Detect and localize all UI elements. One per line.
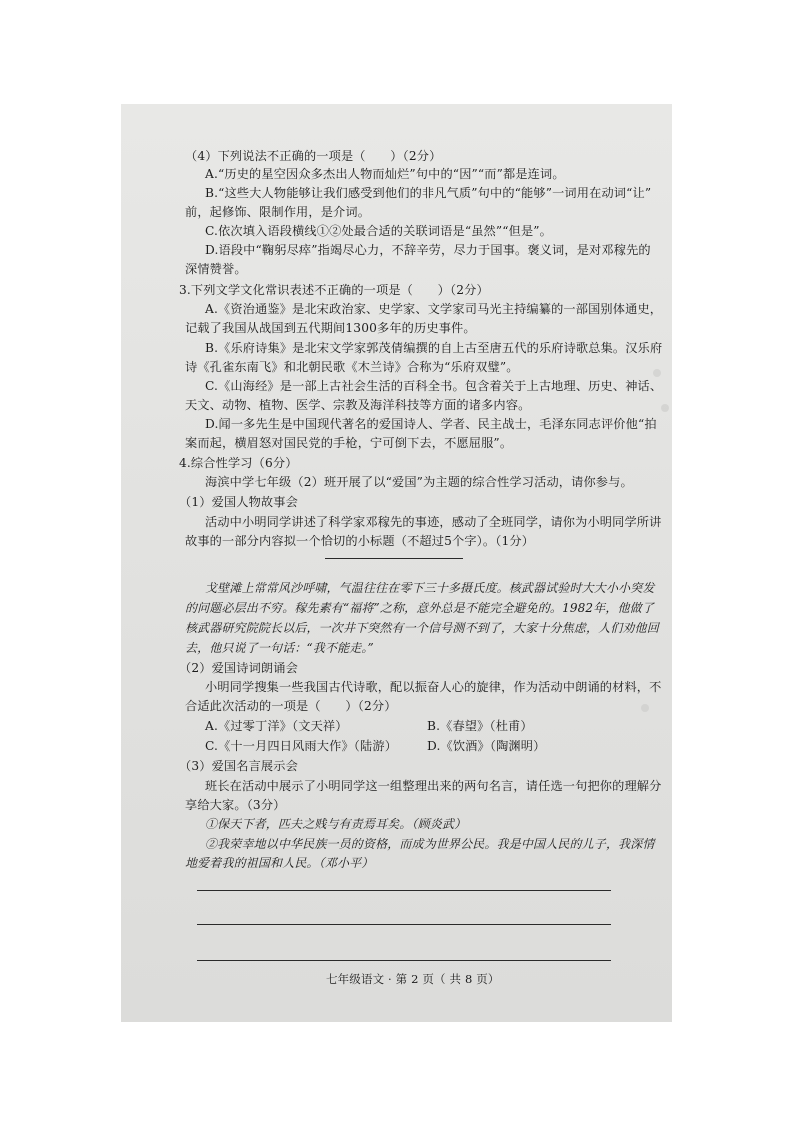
story-line4: 去，他只说了一句话：“我不能走。” [185,641,374,655]
section2-question-line1: 小明同学搜集一些我国古代诗歌，配以振奋人心的旋律，作为活动中朗诵的材料，不 [205,680,662,694]
q3-stem: 3.下列文学文化常识表述不正确的一项是（ ）（2分） [179,283,489,297]
section3-title: （3）爱国名言展示会 [179,759,298,773]
poem-option-a: A.《过零丁洋》（文天祥） [205,719,348,733]
scanned-page [121,104,672,1022]
answer-line-2[interactable] [197,924,611,925]
section2-question-line2: 合适此次活动的一项是（ ）（2分） [185,699,397,713]
quote-2-line1: ②我荣幸地以中华民族一员的资格，而成为世界公民。我是中国人民的儿子，我深情 [205,837,655,851]
q4-option-b-line1: B.“这些大人物能够让我们感受到他们的非凡气质”句中的“能够”一词用在动词“让” [205,186,652,200]
section1-question-line2: 故事的一部分内容拟一个恰切的小标题（不超过5个字）。（1分） [185,534,535,548]
title-answer-blank[interactable] [325,558,463,559]
bleed-through-mark [653,369,661,377]
bleed-through-mark [641,704,649,712]
section3-question-line1: 班长在活动中展示了小明同学这一组整理出来的两句名言，请任选一句把你的理解分 [205,779,662,793]
q3-option-d-line2: 案而起，横眉怒对国民党的手枪，宁可倒下去，不愿屈服”。 [185,436,513,450]
q4b-intro: 海滨中学七年级（2）班开展了以“爱国”为主题的综合性学习活动，请你参与。 [205,475,633,489]
answer-line-3[interactable] [197,960,611,961]
q4-option-d-line1: D.语段中“鞠躬尽瘁”指竭尽心力，不辞辛劳，尽力于国事。褒义词，是对邓稼先的 [205,243,651,257]
q3-option-b-line1: B.《乐府诗集》是北宋文学家郭茂倩编撰的自上古至唐五代的乐府诗歌总集。汉乐府 [205,341,663,355]
q3-option-a-line2: 记载了我国从战国到五代期间1300多年的历史事件。 [185,321,476,335]
story-line3: 核武器研究院院长以后，一次井下突然有一个信号测不到了，大家十分焦虑，人们劝他回 [185,621,659,635]
q4-option-c: C.依次填入语段横线①②处最合适的关联词语是“虽然”“但是”。 [205,224,553,238]
section1-title: （1）爱国人物故事会 [179,495,298,509]
bleed-through-mark [661,404,669,412]
q4-option-a: A.“历史的星空因众多杰出人物而灿烂”句中的“因”“而”都是连词。 [205,167,565,181]
q3-option-d-line1: D.闻一多先生是中国现代著名的爱国诗人、学者、民主战士，毛泽东同志评价他“拍 [205,417,657,431]
q4-stem: （4）下列说法不正确的一项是（ ）（2分） [185,149,442,163]
quote-1: ①保天下者，匹夫之贱与有责焉耳矣。（顾炎武） [205,817,467,831]
answer-line-1[interactable] [197,890,611,891]
poem-option-c: C.《十一月四日风雨大作》（陆游） [205,739,398,753]
page-footer: 七年级语文 · 第 2 页（ 共 8 页） [326,972,500,986]
q4-option-d-line2: 深情赞誉。 [185,262,247,276]
quote-2-line2: 地爱着我的祖国和人民。（邓小平） [185,856,374,870]
section2-title: （2）爱国诗词朗诵会 [179,661,298,675]
story-line2: 的问题必层出不穷。稼先素有“福将”之称，意外总是不能完全避免的。1982年，他做了 [185,601,654,615]
q3-option-b-line2: 诗《孔雀东南飞》和北朝民歌《木兰诗》合称为“乐府双璧”。 [185,360,519,374]
section1-question-line1: 活动中小明同学讲述了科学家邓稼先的事迹，感动了全班同学，请你为小明同学所讲 [205,515,662,529]
q3-option-c-line2: 天文、动物、植物、医学、宗教及海洋科技等方面的诸多内容。 [185,398,531,412]
q3-option-a-line1: A.《资治通鉴》是北宋政治家、史学家、文学家司马光主持编纂的一部国别体通史， [205,302,663,316]
section3-question-line2: 享给大家。（3分） [185,798,286,812]
story-line1: 戈壁滩上常常风沙呼啸，气温往往在零下三十多摄氏度。核武器试验时大大小小突发 [205,581,655,595]
q3-option-c-line1: C.《山海经》是一部上古社会生活的百科全书。包含着关于上古地理、历史、神话、 [205,379,663,393]
q4b-title: 4.综合性学习（6分） [179,456,298,470]
poem-option-d: D.《饮酒》（陶渊明） [427,739,546,753]
poem-option-b: B.《春望》（杜甫） [427,719,533,733]
q4-option-b-line2: 前，起修饰、限制作用，是介词。 [185,205,371,219]
